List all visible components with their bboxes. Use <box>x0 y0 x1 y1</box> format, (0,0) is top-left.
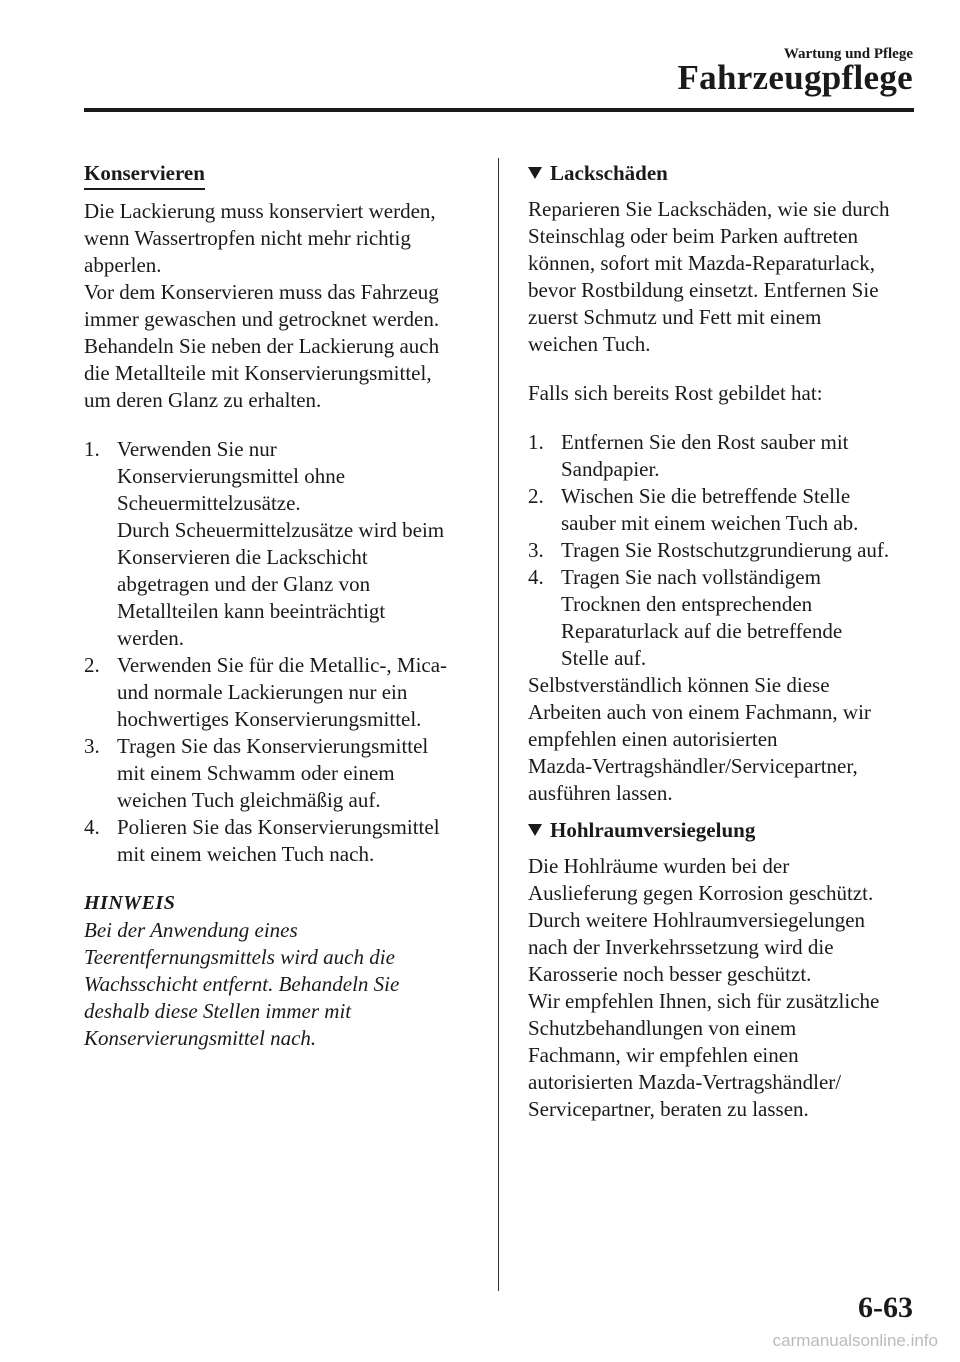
note-box <box>84 890 474 1052</box>
text-line: zuerst Schmutz und Fett mit einem <box>528 305 822 329</box>
triangle-down-icon <box>528 167 542 179</box>
text-line: weichen Tuch. <box>528 332 651 356</box>
step-line: mit einem Schwamm oder einem <box>117 761 395 785</box>
page-title: Fahrzeugpflege <box>677 58 913 97</box>
text-line: Mazda-Vertragshändler/Servicepartner, <box>528 754 858 778</box>
text-line: Durch weitere Hohlraumversiegelungen <box>528 908 866 932</box>
step-line: hochwertiges Konservierungsmittel. <box>117 707 422 731</box>
column-divider <box>498 158 499 1291</box>
list-item <box>528 483 923 537</box>
page-number: 6-63 <box>858 1291 913 1324</box>
hohlraum-paragraph <box>528 853 923 1123</box>
note-line: Bei der Anwendung eines <box>84 918 298 942</box>
step-line: Wischen Sie die betreffende Stelle <box>561 484 851 508</box>
section-label: Wartung und Pflege <box>783 46 913 62</box>
text-line: bevor Rostbildung einsetzt. Entfernen Sie <box>528 278 879 302</box>
text-line: Behandeln Sie neben der Lackierung auch <box>84 334 440 358</box>
text-line: Selbstverständlich können Sie diese <box>528 673 830 697</box>
text-line: empfehlen einen autorisierten <box>528 727 778 751</box>
step-line: werden. <box>117 626 185 650</box>
step-line: Verwenden Sie nur <box>117 437 277 461</box>
header-rule <box>84 108 914 112</box>
note-line: Konservierungsmittel nach. <box>84 1026 317 1050</box>
section-heading: Konservieren <box>84 158 205 190</box>
text-line: Die Hohlräume wurden bei der <box>528 854 790 878</box>
text-line: wenn Wassertropfen nicht mehr richtig <box>84 226 411 250</box>
text-line: ausführen lassen. <box>528 781 673 805</box>
step-line: Reparaturlack auf die betreffende <box>561 619 843 643</box>
step-line: Verwenden Sie für die Metallic-, Mica- <box>117 653 448 677</box>
watermark: carmanualsonline.info <box>772 1331 938 1350</box>
text-line: nach der Inverkehrssetzung wird die <box>528 935 834 959</box>
text-line: Arbeiten auch von einem Fachmann, wir <box>528 700 871 724</box>
step-line: sauber mit einem weichen Tuch ab. <box>561 511 859 535</box>
right-column <box>528 158 923 1123</box>
list-item <box>84 652 474 733</box>
text-line: Servicepartner, beraten zu lassen. <box>528 1097 809 1121</box>
step-number: 1. <box>84 437 100 461</box>
lackschaeden-paragraph <box>528 196 923 358</box>
note-line: Wachsschicht entfernt. Behandeln Sie <box>84 972 400 996</box>
heading-konservieren <box>84 158 474 190</box>
rust-intro: Falls sich bereits Rost gebildet hat: <box>528 381 823 405</box>
note-line: deshalb diese Stellen immer mit <box>84 999 352 1023</box>
text-line: Steinschlag oder beim Parken auftreten <box>528 224 859 248</box>
text-line: autorisierten Mazda-Vertragshändler/ <box>528 1070 842 1094</box>
heading-lackschaeden <box>528 158 923 188</box>
step-line: mit einem weichen Tuch nach. <box>117 842 375 866</box>
step-line: Entfernen Sie den Rost sauber mit <box>561 430 849 454</box>
step-line: weichen Tuch gleichmäßig auf. <box>117 788 381 812</box>
text-line: Reparieren Sie Lackschäden, wie sie durch <box>528 197 890 221</box>
text-line: können, sofort mit Mazda-Reparaturlack, <box>528 251 875 275</box>
step-line: Tragen Sie Rostschutzgrundierung auf. <box>561 538 890 562</box>
step-line: und normale Lackierungen nur ein <box>117 680 408 704</box>
left-column <box>84 158 474 1052</box>
text-line: um deren Glanz zu erhalten. <box>84 388 322 412</box>
konservieren-steps <box>84 436 474 868</box>
heading-hohlraumversiegelung <box>528 815 923 845</box>
text-line: Fachmann, wir empfehlen einen <box>528 1043 799 1067</box>
step-line: Metallteilen kann beeinträchtigt <box>117 599 386 623</box>
text-line: Karosserie noch besser geschützt. <box>528 962 812 986</box>
step-number: 1. <box>528 430 544 454</box>
rust-steps <box>528 429 923 672</box>
text-line: Auslieferung gegen Korrosion geschützt. <box>528 881 874 905</box>
list-item <box>528 537 923 564</box>
step-number: 4. <box>84 815 100 839</box>
intro-paragraph <box>84 198 474 414</box>
step-line: abgetragen und der Glanz von <box>117 572 371 596</box>
step-line: Durch Scheuermittelzusätze wird beim <box>117 518 445 542</box>
step-line: Tragen Sie das Konservierungsmittel <box>117 734 429 758</box>
step-line: Konservieren die Lackschicht <box>117 545 368 569</box>
list-item <box>528 564 923 672</box>
step-number: 3. <box>84 734 100 758</box>
section-heading: Lackschäden <box>550 161 668 185</box>
triangle-down-icon <box>528 824 542 836</box>
step-number: 4. <box>528 565 544 589</box>
step-line: Polieren Sie das Konservierungsmittel <box>117 815 440 839</box>
step-number: 2. <box>528 484 544 508</box>
step-number: 2. <box>84 653 100 677</box>
text-line: die Metallteile mit Konservierungsmittel, <box>84 361 432 385</box>
list-item <box>528 429 923 483</box>
text-line: Wir empfehlen Ihnen, sich für zusätzliche <box>528 989 880 1013</box>
step-line: Stelle auf. <box>561 646 647 670</box>
service-paragraph <box>528 672 923 807</box>
text-line: Die Lackierung muss konserviert werden, <box>84 199 436 223</box>
list-item <box>84 436 474 652</box>
step-line: Sandpapier. <box>561 457 660 481</box>
step-line: Scheuermittelzusätze. <box>117 491 301 515</box>
step-line: Trocknen den entsprechenden <box>561 592 813 616</box>
list-item <box>84 814 474 868</box>
step-number: 3. <box>528 538 544 562</box>
text-line: abperlen. <box>84 253 162 277</box>
text-line: Vor dem Konservieren muss das Fahrzeug <box>84 280 439 304</box>
section-heading: Hohlraumversiegelung <box>550 818 756 842</box>
note-line: Teerentfernungsmittels wird auch die <box>84 945 395 969</box>
text-line: immer gewaschen und getrocknet werden. <box>84 307 440 331</box>
note-heading: HINWEIS <box>84 892 176 914</box>
step-line: Konservierungsmittel ohne <box>117 464 346 488</box>
text-line: Schutzbehandlungen von einem <box>528 1016 797 1040</box>
list-item <box>84 733 474 814</box>
step-line: Tragen Sie nach vollständigem <box>561 565 821 589</box>
